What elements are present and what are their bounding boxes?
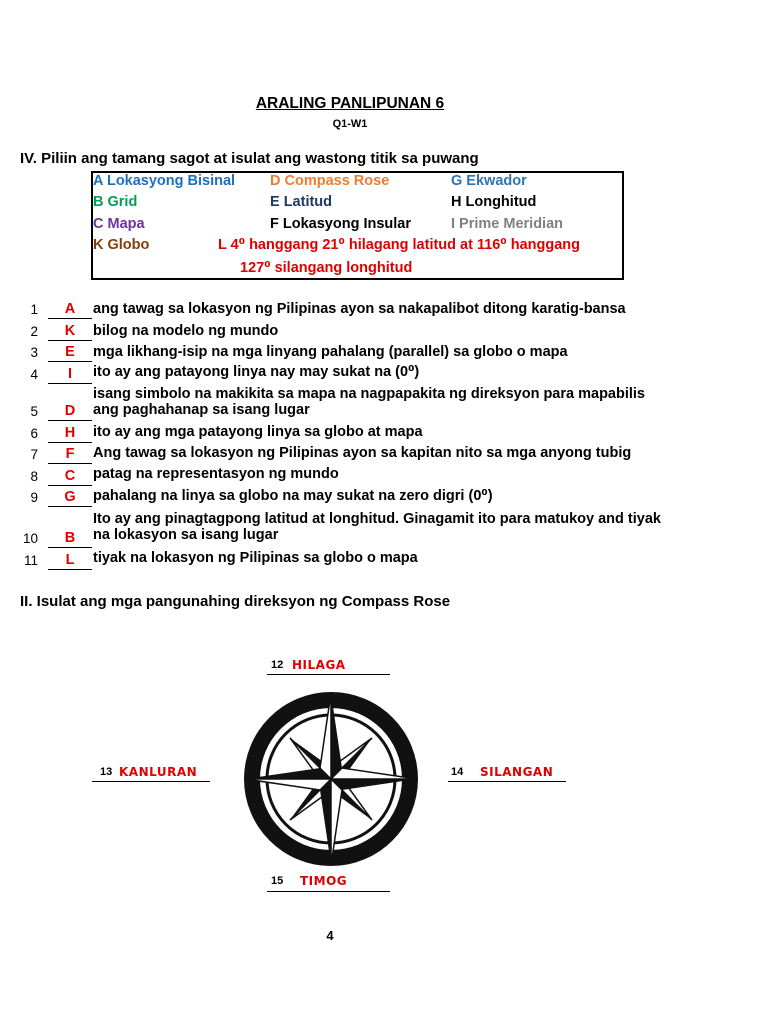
- answer-blank[interactable]: K: [48, 322, 92, 341]
- answer-line: [267, 674, 390, 675]
- item-number: 8: [30, 469, 38, 484]
- answer-blank[interactable]: H: [48, 424, 92, 443]
- question-text: ito ay ang patayong linya nay may sukat na (0⁰): [93, 364, 420, 380]
- question-text: isang simbolo na makikita sa mapa na nagpapakita ng direksyon para mapabilis: [93, 386, 645, 402]
- question-text: Ito ay ang pinagtagpong latitud at longhitud. Ginagamit ito para matukoy and tiyak: [93, 511, 661, 527]
- question-text: bilog na modelo ng mundo: [93, 323, 279, 339]
- question-text: ito ay ang mga patayong linya sa globo at mapa: [93, 424, 423, 440]
- item-number: 3: [30, 345, 38, 360]
- page-title: ARALING PANLIPUNAN 6: [255, 95, 445, 112]
- question-text: patag na representasyon ng mundo: [93, 466, 339, 482]
- answer-blank[interactable]: E: [48, 343, 92, 362]
- compass-item-number: 15: [271, 875, 284, 887]
- item-number: 9: [30, 490, 38, 505]
- choice-h: H Longhitud: [451, 194, 537, 210]
- compass-answer-north[interactable]: HILAGA: [292, 658, 346, 672]
- answer-blank[interactable]: G: [48, 488, 92, 507]
- compass-answer-west[interactable]: KANLURAN: [119, 765, 198, 779]
- compass-item-number: 14: [451, 766, 464, 778]
- compass-item-number: 13: [100, 766, 113, 778]
- choice-a: A Lokasyong Bisinal: [93, 173, 236, 189]
- item-number: 4: [30, 367, 38, 382]
- answer-blank[interactable]: C: [48, 467, 92, 486]
- choice-d: D Compass Rose: [270, 173, 390, 189]
- choice-b: B Grid: [93, 194, 138, 210]
- question-text-cont: na lokasyon sa isang lugar: [93, 527, 279, 543]
- section-ii-instruction: II. Isulat ang mga pangunahing direksyon ng Compass Rose: [20, 593, 451, 610]
- item-number: 7: [30, 447, 38, 462]
- choice-l-cont: 127⁰ silangang longhitud: [240, 260, 413, 276]
- answer-line: [448, 781, 566, 782]
- answer-blank[interactable]: A: [48, 300, 92, 319]
- item-number: 2: [30, 324, 38, 339]
- page-number: 4: [326, 928, 334, 943]
- question-text: tiyak na lokasyon ng Pilipinas sa globo o mapa: [93, 550, 418, 566]
- compass-answer-south[interactable]: TIMOG: [300, 874, 348, 888]
- item-number: 11: [23, 553, 38, 568]
- compass-item-number: 12: [271, 659, 284, 671]
- compass-rose-icon: [222, 688, 440, 870]
- item-number: 5: [30, 404, 38, 419]
- item-number: 1: [30, 302, 38, 317]
- question-text: Ang tawag sa lokasyon ng Pilipinas ayon sa kapitan nito sa mga anyong tubig: [93, 445, 632, 461]
- choice-g: G Ekwador: [451, 173, 527, 189]
- question-text: ang tawag sa lokasyon ng Pilipinas ayon sa nakapalibot ditong karatig-bansa: [93, 301, 626, 317]
- question-text: pahalang na linya sa globo na may sukat na zero digri (0⁰): [93, 488, 493, 504]
- question-text-cont: ang paghahanap sa isang lugar: [93, 402, 310, 418]
- answer-blank[interactable]: B: [48, 529, 92, 548]
- answer-blank[interactable]: D: [48, 402, 92, 421]
- answer-blank[interactable]: F: [48, 445, 92, 464]
- answer-blank[interactable]: I: [48, 365, 92, 384]
- compass-answer-east[interactable]: SILANGAN: [480, 765, 554, 779]
- choice-e: E Latitud: [270, 194, 333, 210]
- choice-i: I Prime Meridian: [451, 216, 564, 232]
- choice-k: K Globo: [93, 237, 150, 253]
- choice-f: F Lokasyong Insular: [270, 216, 411, 232]
- item-number: 10: [22, 531, 38, 546]
- section-iv-instruction: IV. Piliin ang tamang sagot at isulat ang wastong titik sa puwang: [20, 150, 479, 167]
- choice-c: C Mapa: [93, 216, 145, 232]
- page-subtitle: Q1-W1: [332, 118, 368, 130]
- item-number: 6: [30, 426, 38, 441]
- choice-l: L 4⁰ hanggang 21⁰ hilagang latitud at 116⁰ hanggang: [218, 237, 581, 253]
- answer-line: [92, 781, 210, 782]
- question-text: mga likhang-isip na mga linyang pahalang (parallel) sa globo o mapa: [93, 344, 568, 360]
- answer-blank[interactable]: L: [48, 551, 92, 570]
- answer-line: [267, 891, 390, 892]
